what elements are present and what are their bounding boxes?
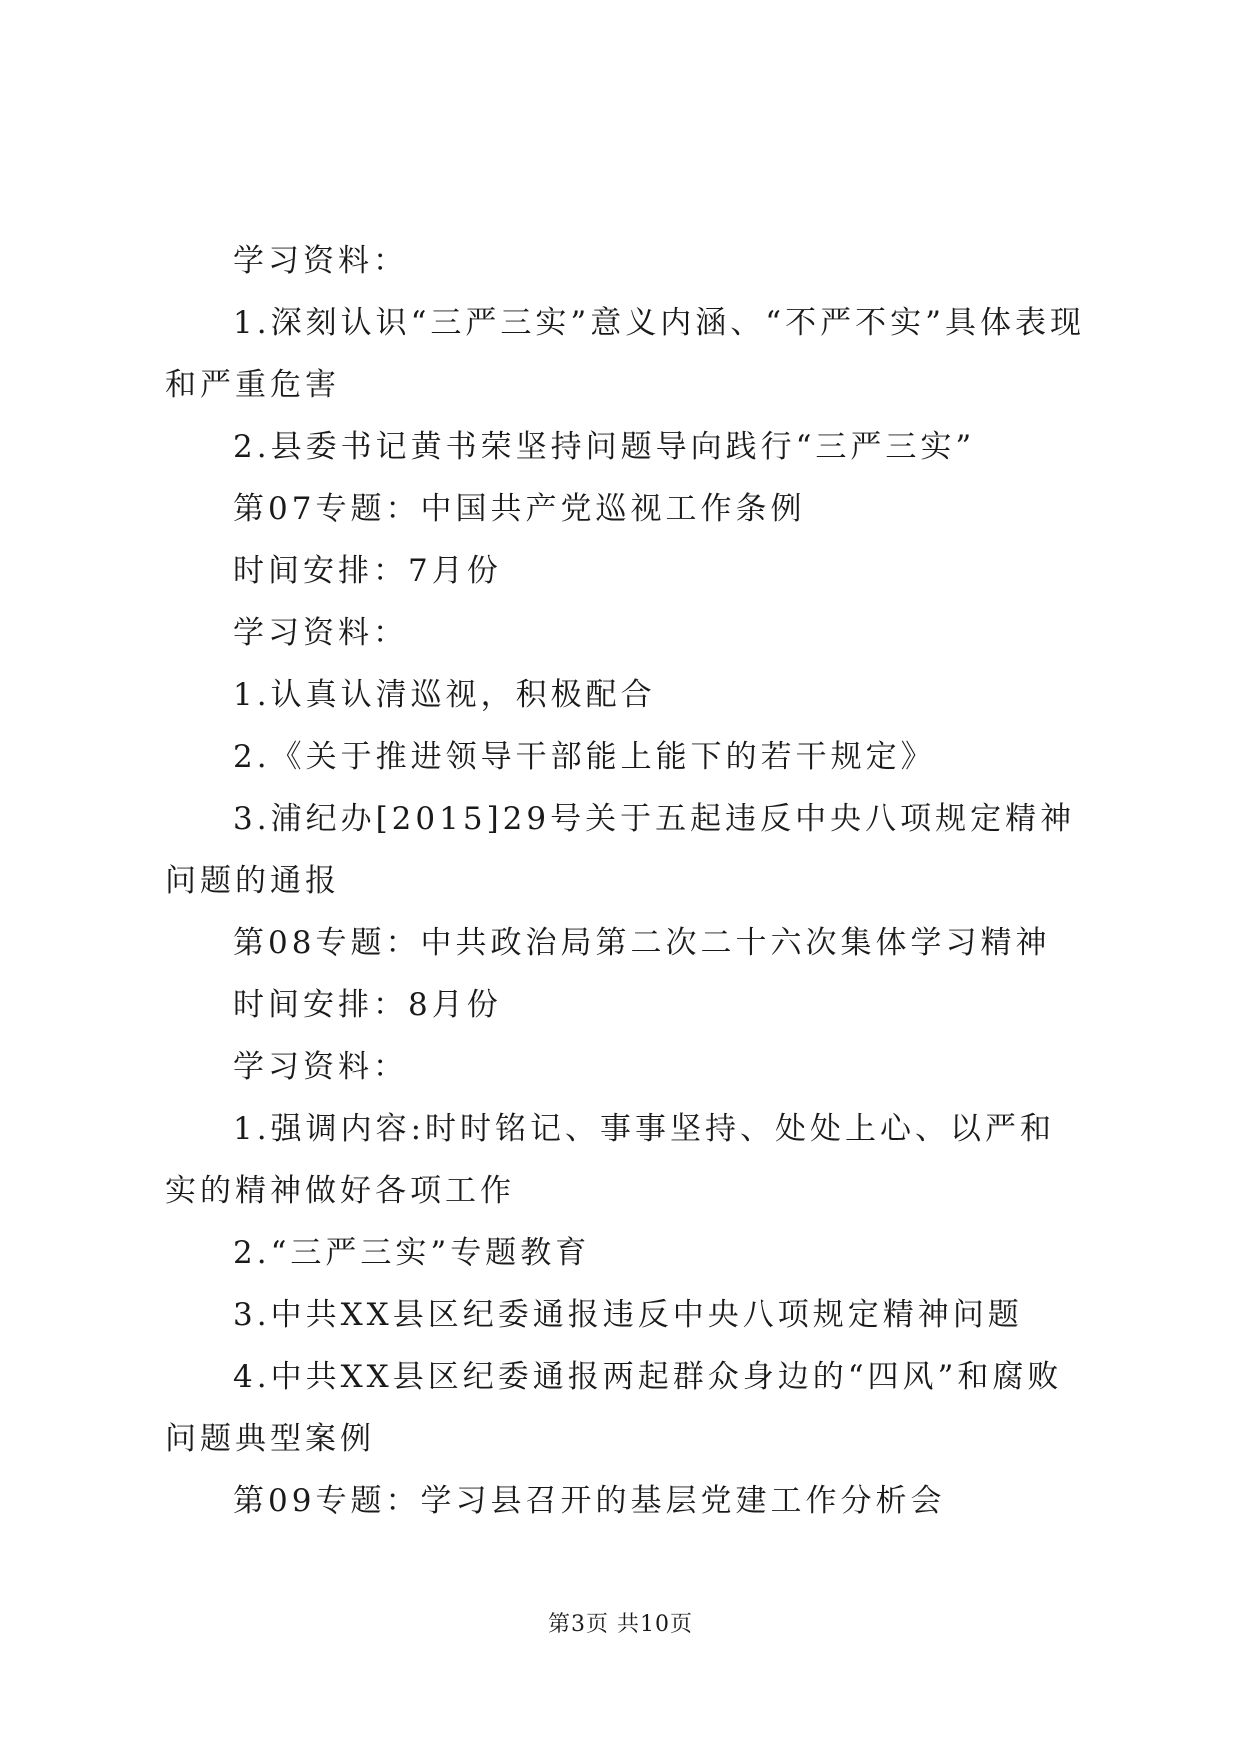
paragraph-study-materials-1: 学习资料： bbox=[233, 243, 408, 279]
paragraph-item: 2.县委书记黄书荣坚持问题导向践行“三严三实” bbox=[233, 429, 976, 465]
schedule-07: 时间安排：7月份 bbox=[233, 553, 502, 589]
paragraph-item: 3.中共XX县区纪委通报违反中央八项规定精神问题 bbox=[233, 1297, 1023, 1333]
paragraph-study-materials-2: 学习资料： bbox=[233, 615, 408, 651]
paragraph-study-materials-3: 学习资料： bbox=[233, 1049, 408, 1085]
document-body bbox=[165, 230, 1085, 1532]
schedule-08: 时间安排：8月份 bbox=[233, 987, 502, 1023]
paragraph-item: 2.《关于推进领导干部能上能下的若干规定》 bbox=[233, 739, 936, 775]
paragraph-item: 1.认真认清巡视，积极配合 bbox=[233, 677, 656, 713]
paragraph-item: 4.中共XX县区纪委通报两起群众身边的“四风”和腐败问题典型案例 bbox=[165, 1359, 1063, 1457]
topic-heading-08: 第08专题：中共政治局第二次二十六次集体学习精神 bbox=[233, 925, 1051, 961]
paragraph-item: 1.强调内容:时时铭记、事事坚持、处处上心、以严和实的精神做好各项工作 bbox=[165, 1111, 1056, 1209]
topic-heading-07: 第07专题：中国共产党巡视工作条例 bbox=[233, 491, 806, 527]
topic-heading-09: 第09专题：学习县召开的基层党建工作分析会 bbox=[233, 1483, 946, 1519]
paragraph-item: 1.深刻认识“三严三实”意义内涵、“不严不实”具体表现和严重危害 bbox=[165, 305, 1085, 403]
page-footer: 第3页 共10页 bbox=[548, 1612, 693, 1637]
paragraph-item: 2.“三严三实”专题教育 bbox=[233, 1235, 591, 1271]
paragraph-item: 3.浦纪办[2015]29号关于五起违反中央八项规定精神问题的通报 bbox=[165, 801, 1076, 899]
